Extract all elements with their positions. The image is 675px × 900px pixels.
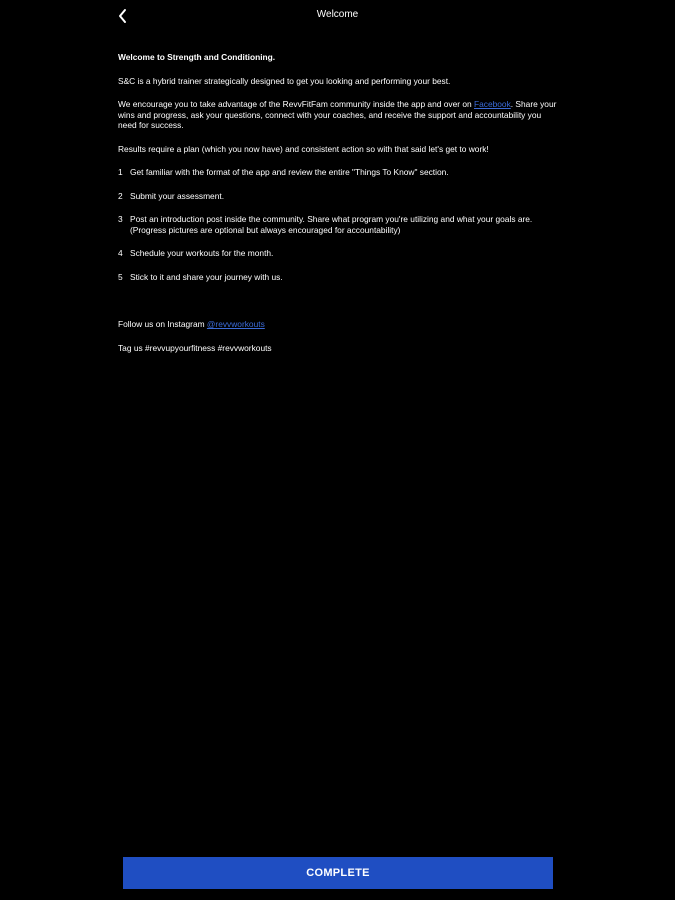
step-item [118, 214, 560, 235]
step-text: Post an introduction post inside the community. Share what program you're utilizing and what your goals are. (Progress pictures are optional but always encouraged for accountability) [130, 214, 533, 235]
intro-paragraph: S&C is a hybrid trainer strategically designed to get you looking and performing your best. [118, 75, 451, 86]
community-paragraph [118, 99, 560, 131]
top-app-bar [0, 0, 675, 32]
page-title: Welcome [316, 9, 359, 20]
step-number: 3 [118, 214, 123, 224]
welcome-heading: Welcome to Strength and Conditioning. [118, 52, 276, 62]
step-item [118, 167, 560, 178]
hashtag-line: Tag us #revvupyourfitness #revvworkouts [118, 342, 272, 353]
step-text: Submit your assessment. [130, 190, 225, 201]
instagram-follow-line [118, 319, 560, 330]
step-number: 5 [118, 271, 123, 282]
follow-prefix: Follow us on Instagram [118, 319, 207, 329]
section-spacer [118, 295, 560, 319]
results-paragraph: Results require a plan (which you now have) and consistent action so with that said let's get to work! [118, 143, 489, 154]
step-item [118, 272, 560, 283]
facebook-link[interactable]: Facebook [474, 99, 511, 109]
step-number: 1 [118, 167, 123, 177]
step-number: 2 [118, 190, 123, 201]
step-item [118, 248, 560, 259]
welcome-content [118, 52, 560, 366]
instagram-link[interactable]: @revvworkouts [206, 319, 265, 329]
community-text-before: We encourage you to take advantage of the RevvFitFam community inside the app and over on [118, 99, 474, 109]
step-number: 4 [118, 248, 123, 258]
complete-button[interactable]: COMPLETE [123, 857, 553, 889]
step-text: Stick to it and share your journey with us. [130, 271, 283, 282]
step-item [118, 191, 560, 202]
step-text: Get familiar with the format of the app and review the entire "Things To Know" section. [130, 167, 449, 177]
community-text-after: . Share your wins and progress, ask your questions, connect with your coaches, and receive the support and accountability you need for success. [118, 99, 557, 130]
step-text: Schedule your workouts for the month. [130, 248, 274, 258]
